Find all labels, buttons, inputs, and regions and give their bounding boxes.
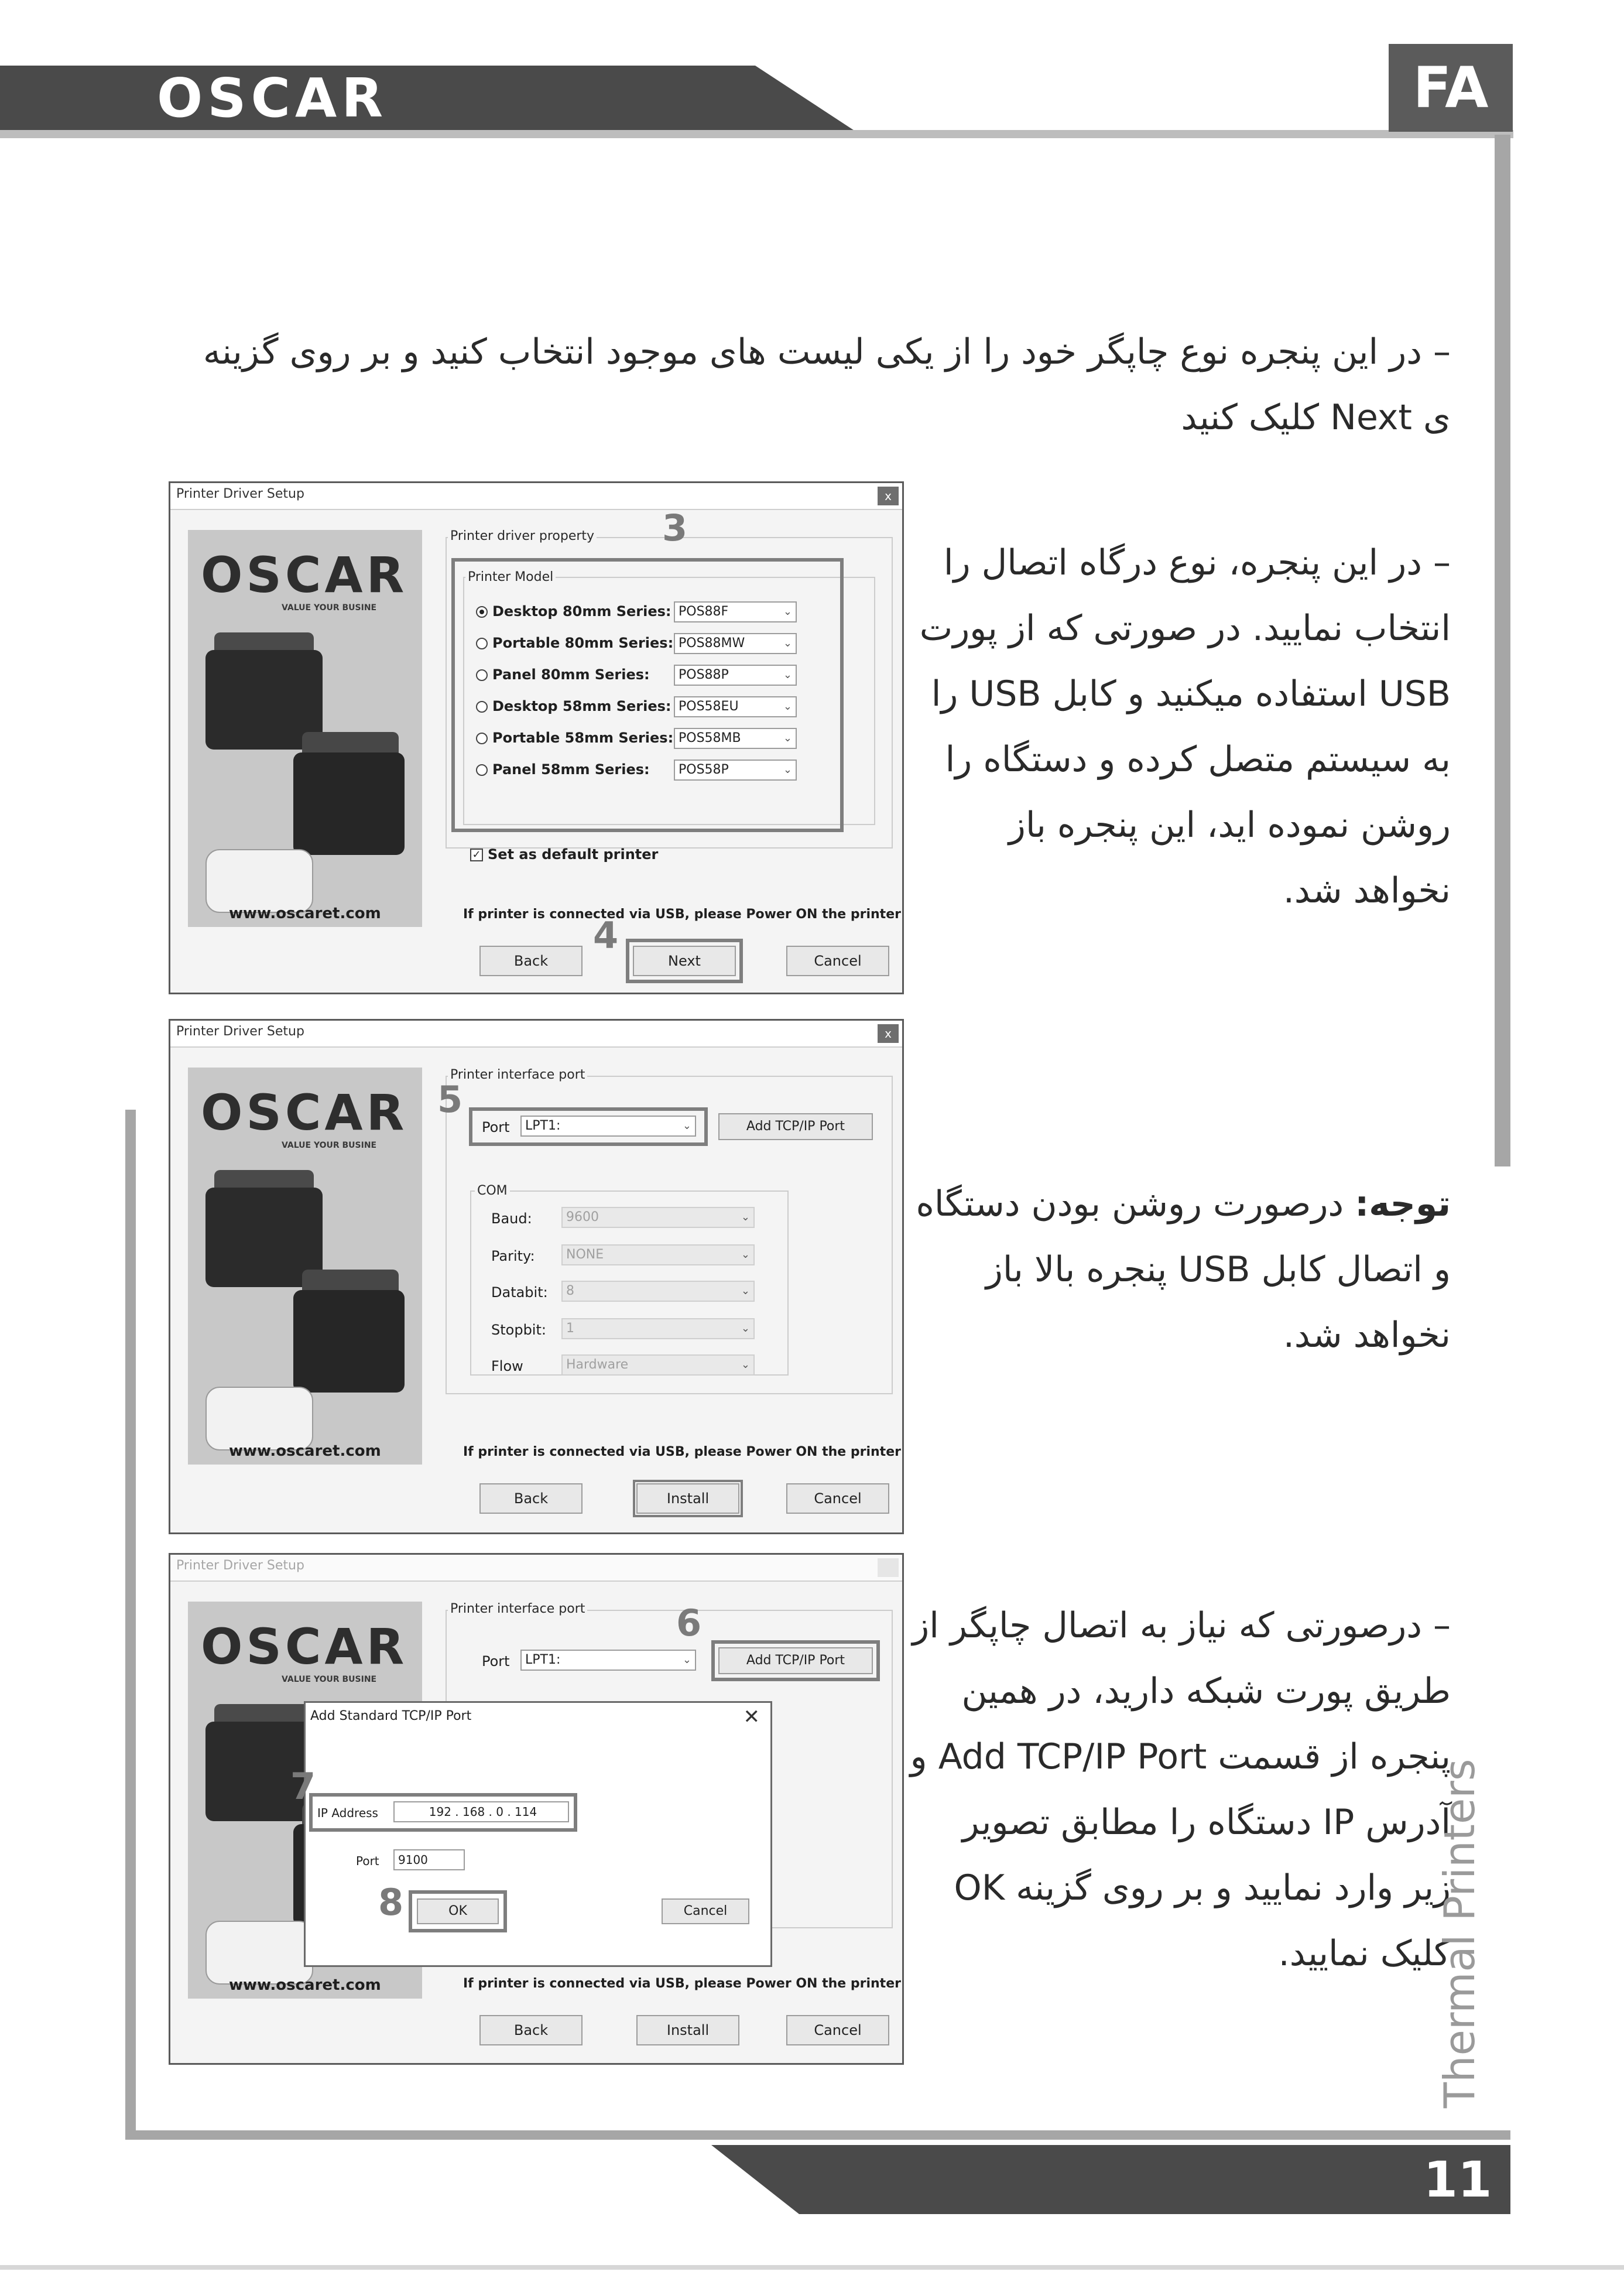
header-band — [0, 66, 861, 135]
ok-button[interactable]: OK — [417, 1898, 499, 1924]
printer-illustration — [205, 849, 313, 913]
dialog-titlebar — [170, 483, 902, 510]
printer-product-image — [188, 530, 422, 927]
cancel-button[interactable]: Cancel — [786, 1483, 889, 1514]
com-field-label: Parity: — [491, 1248, 535, 1264]
website-url: www.oscaret.com — [229, 1976, 381, 1994]
close-icon[interactable]: ✕ — [743, 1705, 760, 1729]
model-value: POS58MB — [679, 731, 741, 745]
port-number-input[interactable] — [393, 1849, 465, 1870]
language-badge: FA — [1389, 44, 1513, 132]
model-label: Panel 58mm Series: — [492, 761, 650, 778]
port-label: Port — [482, 1119, 510, 1135]
step-number: 7 — [290, 1765, 316, 1808]
chevron-down-icon: ⌄ — [682, 1120, 691, 1132]
chevron-down-icon: ⌄ — [741, 1322, 750, 1335]
model-label: Desktop 58mm Series: — [492, 698, 671, 714]
next-button[interactable]: Next — [633, 946, 736, 976]
printer-product-image — [188, 1068, 422, 1465]
flow-value: Hardware — [566, 1357, 629, 1372]
printer-illustration — [205, 1921, 313, 1985]
com-field-label: Flow — [491, 1358, 523, 1374]
chevron-down-icon: ⌄ — [783, 605, 792, 618]
port-value: LPT1: — [525, 1118, 561, 1133]
highlight-install-button — [633, 1480, 743, 1517]
stopbit-select[interactable] — [561, 1318, 755, 1339]
dialog-titlebar — [170, 1555, 902, 1582]
databit-select[interactable] — [561, 1281, 755, 1302]
back-button[interactable]: Back — [479, 2015, 583, 2045]
model-value: POS58EU — [679, 699, 739, 714]
dialog-title: Printer Driver Setup — [176, 1024, 304, 1039]
model-value: POS88F — [679, 604, 729, 619]
model-label: Portable 80mm Series: — [492, 635, 674, 651]
ip-address-value: 192 . 168 . 0 . 114 — [429, 1805, 537, 1819]
model-value: POS58P — [679, 762, 729, 777]
port-number-value: 9100 — [398, 1853, 428, 1867]
baud-value: 9600 — [566, 1210, 599, 1224]
flow-select[interactable] — [561, 1354, 755, 1376]
driver-setup-dialog-tcpip — [169, 1553, 904, 2065]
driver-setup-dialog-interface — [169, 1019, 904, 1534]
chevron-down-icon: ⌄ — [783, 732, 792, 744]
back-button[interactable]: Back — [479, 946, 583, 976]
attention-label: توجه: — [1355, 1183, 1451, 1224]
chevron-down-icon: ⌄ — [783, 764, 792, 776]
dialog-title: Printer Driver Setup — [176, 1558, 304, 1573]
highlight-printer-model — [451, 558, 844, 832]
chevron-down-icon: ⌄ — [783, 669, 792, 681]
sub-cancel-button[interactable]: Cancel — [662, 1898, 749, 1924]
side-logo: OSCAR — [201, 546, 408, 604]
group-label: Printer interface port — [448, 1602, 587, 1616]
model-label: Desktop 80mm Series: — [492, 603, 671, 620]
cancel-button[interactable]: Cancel — [786, 2015, 889, 2045]
printer-illustration — [205, 1387, 313, 1450]
side-tagline: VALUE YOUR BUSINE — [282, 1141, 377, 1150]
install-button[interactable]: Install — [636, 2015, 739, 2045]
add-tcp-ip-port-dialog — [290, 1701, 772, 1967]
side-logo: OSCAR — [201, 1084, 408, 1141]
close-icon[interactable] — [878, 1558, 899, 1577]
highlight-port-select — [469, 1107, 708, 1146]
printer-model-label: Printer Model — [465, 570, 556, 584]
chevron-down-icon: ⌄ — [783, 637, 792, 649]
network-port-note: – درصورتی که نیاز به اتصال چاپگر از طریق پورت شبکه دارید، در همین پنجره از قسمت Add TCP/IP Port و آدرس IP دستگاه را مطابق تصویر زیر وارد نمایید و بر روی گزینه OK کلیک نمایید. — [910, 1605, 1451, 1974]
chevron-down-icon: ⌄ — [741, 1248, 750, 1261]
right-margin-bar — [1495, 135, 1510, 1166]
website-url: www.oscaret.com — [229, 1442, 381, 1460]
step-number: 4 — [593, 914, 619, 957]
highlight-add-tcp-button — [711, 1640, 880, 1681]
ip-address-label: IP Address — [317, 1806, 378, 1820]
dialog-title: Printer Driver Setup — [176, 487, 304, 501]
port-value: LPT1: — [525, 1653, 561, 1667]
model-label: Panel 80mm Series: — [492, 666, 650, 683]
highlight-ok-button — [409, 1890, 507, 1932]
highlight-ip-address — [309, 1793, 577, 1832]
add-tcp-ip-port-button[interactable]: Add TCP/IP Port — [718, 1647, 873, 1674]
bottom-rule — [0, 2265, 1624, 2270]
section-side-label: Thermal Printers — [1435, 1759, 1484, 2108]
intro-instruction: – در این پنجره نوع چاپگر خود را از یکی لیست های موجود انتخاب کنید و بر روی گزینه ی Next کلیک کنید — [203, 331, 1451, 438]
stopbit-value: 1 — [566, 1321, 574, 1336]
databit-value: 8 — [566, 1284, 574, 1298]
side-tagline: VALUE YOUR BUSINE — [282, 1675, 377, 1684]
cancel-button[interactable]: Cancel — [786, 946, 889, 976]
baud-select[interactable] — [561, 1207, 755, 1228]
group-label: Printer interface port — [448, 1068, 587, 1082]
close-icon[interactable]: x — [878, 1024, 899, 1043]
website-url: www.oscaret.com — [229, 905, 381, 922]
highlight-next-button — [626, 939, 743, 983]
com-field-label: Databit: — [491, 1284, 548, 1301]
model-label: Portable 58mm Series: — [492, 730, 674, 746]
group-label: Printer driver property — [448, 529, 597, 543]
port-label: Port — [482, 1653, 510, 1670]
step-number: 8 — [378, 1881, 404, 1924]
attention-text: درصورت روشن بودن دستگاه و اتصال کابل USB پنجره بالا باز نخواهد شد. — [916, 1183, 1451, 1356]
sub-dialog-title: Add Standard TCP/IP Port — [310, 1709, 472, 1723]
usb-power-notice: If printer is connected via USB, please Power ON the printer — [463, 1445, 901, 1459]
brand-logo: OSCAR — [157, 67, 388, 129]
step-number: 6 — [676, 1602, 702, 1644]
com-field-label: Baud: — [491, 1210, 532, 1227]
default-printer-label: Set as default printer — [488, 846, 659, 863]
printer-illustration — [293, 752, 405, 855]
side-logo: OSCAR — [201, 1618, 408, 1675]
usb-power-notice: If printer is connected via USB, please Power ON the printer — [463, 1976, 901, 1991]
step-number: 5 — [437, 1078, 463, 1121]
parity-value: NONE — [566, 1247, 604, 1262]
close-icon[interactable]: x — [878, 487, 899, 505]
chevron-down-icon: ⌄ — [741, 1359, 750, 1371]
install-button[interactable]: Install — [636, 1483, 739, 1514]
chevron-down-icon: ⌄ — [783, 700, 792, 713]
step-number: 3 — [662, 507, 688, 549]
printer-illustration — [293, 1290, 405, 1393]
port-select[interactable] — [520, 1650, 696, 1671]
bottom-margin-bar — [125, 2130, 1510, 2140]
header-rule — [0, 130, 1513, 138]
page-number: 11 — [1423, 2151, 1492, 2208]
com-group-label: COM — [475, 1183, 510, 1198]
port-selection-note: – در این پنجره، نوع درگاه اتصال را انتخاب نمایید. در صورتی که از پورت USB استفاده میکنید و کابل USB را به سیستم متصل کرده و دستگاه را روشن نموده اید، این پنجره باز نخواهد شد. — [919, 542, 1451, 911]
chevron-down-icon: ⌄ — [682, 1654, 691, 1666]
left-margin-bar — [125, 1110, 136, 2137]
port-number-label: Port — [356, 1854, 379, 1868]
footer-band — [711, 2145, 1510, 2214]
parity-select[interactable] — [561, 1244, 755, 1265]
default-printer-checkbox[interactable]: ✓ — [470, 849, 483, 861]
chevron-down-icon: ⌄ — [741, 1285, 750, 1297]
model-value: POS88MW — [679, 636, 745, 651]
usb-power-notice: If printer is connected via USB, please Power ON the printer — [463, 907, 901, 922]
add-tcp-ip-port-button[interactable]: Add TCP/IP Port — [718, 1113, 873, 1140]
driver-setup-dialog-model — [169, 481, 904, 994]
back-button[interactable]: Back — [479, 1483, 583, 1514]
attention-note — [907, 1171, 1451, 1368]
model-value: POS88P — [679, 668, 729, 682]
side-tagline: VALUE YOUR BUSINE — [282, 603, 377, 613]
com-field-label: Stopbit: — [491, 1322, 546, 1338]
dialog-titlebar — [170, 1021, 902, 1048]
chevron-down-icon: ⌄ — [741, 1211, 750, 1223]
